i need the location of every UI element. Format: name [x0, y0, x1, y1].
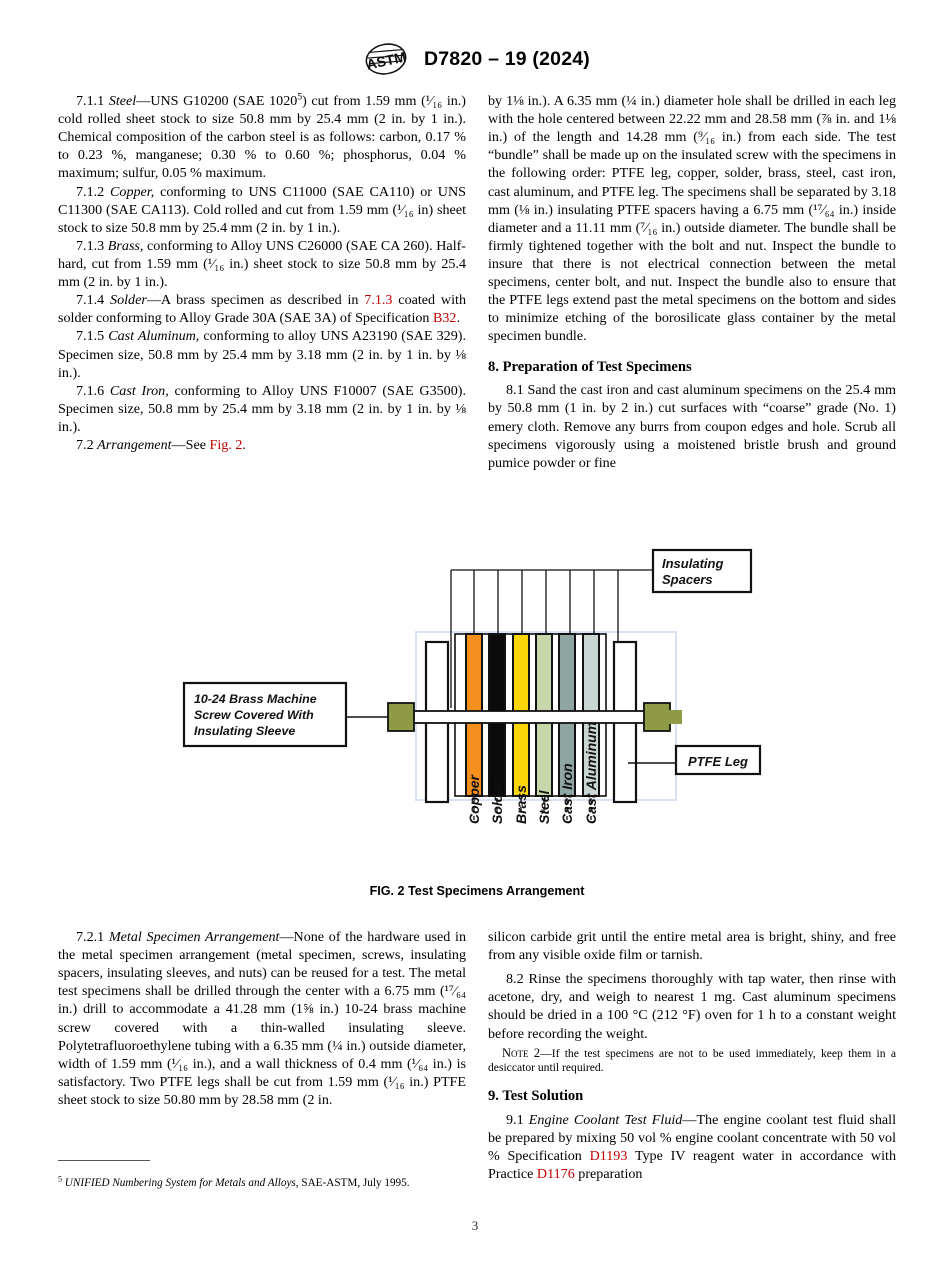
specimen-label-cast-aluminum: Cast Aluminum — [583, 721, 599, 824]
para-number: 7.1.4 — [76, 292, 105, 309]
paragraph-7-1-5 — [58, 327, 466, 381]
callout-label-screw-line2: Screw Covered With — [194, 708, 314, 722]
specimen-label-steel: Steel — [536, 790, 552, 824]
specimen-label-cast-iron: Cast Iron — [559, 763, 575, 824]
para-text-b: coated with solder conforming to Alloy Grade 30A (SAE 3A) of Specification — [58, 292, 466, 327]
para-number: 7.1.1 — [76, 93, 105, 109]
paragraph-9-1 — [488, 1111, 896, 1183]
para-number: 9.1 — [506, 1111, 524, 1128]
figure-2 — [58, 548, 896, 918]
para-term: Metal Specimen Arrangement — [108, 929, 280, 945]
para-term: Solder — [110, 292, 147, 309]
right-column-top — [488, 92, 896, 472]
cross-reference-link-d1193[interactable]: D1193 — [589, 1148, 628, 1165]
para-number: 7.2.1 — [76, 929, 105, 945]
note-2 — [488, 1046, 896, 1076]
paragraph-8-2 — [488, 970, 896, 1042]
section-heading-8: 8. Preparation of Test Specimens — [488, 358, 692, 375]
screw-head-left — [388, 703, 414, 731]
specimen-label-solder: Solder — [489, 780, 505, 824]
para-term: Cast Aluminum, — [108, 328, 200, 345]
para-number: 7.1.6 — [76, 382, 105, 399]
footnote-rest: , SAE-ASTM, July 1995. — [295, 1177, 410, 1189]
paragraph-7-2 — [58, 436, 466, 454]
specimen-label-copper: Copper — [466, 775, 482, 824]
para-text: conforming to Alloy UNS F10007 (SAE G3500). Specimen size, 50.8 mm by 25.4 mm by 3.18 mm (2 in. by 1 in. by ⅛ in.). — [58, 382, 466, 435]
para-text: Rinse the specimens thoroughly with tap water, then rinse with acetone, dry, and weigh to nearest 1 mg. Cast aluminum specimens should be dried in a 100 °C (212 °F) oven for 1 h to a constant weight before recording the weight. — [488, 971, 896, 1042]
para-term: Engine Coolant Test Fluid — [528, 1111, 683, 1128]
para-text: —None of the hardware used in the metal specimen arrangement (metal specimen, screws, insulating spacers, insulating sleeves, and nuts) can be reused for a test. The metal test specimens shall be drilled through the center with a 6.75 mm (¹⁷⁄₆₄ in.) drill to accommodate a 41.28 mm (1⅝ in.) 10-24 brass machine screw covered with a thin-walled insulating sleeve. Polytetrafluoroethylene tubing with a 6.35 mm (¼ in.) outside diameter, width of 1.59 mm (¹⁄₁₆ in.), and a wall thickness of 0.4 mm (¹⁄₆₄ in.) is satisfactory. Two PTFE legs shall be cut from 1.59 mm (¹⁄₁₆ in.) PTFE sheet stock to size 50.80 mm by 28.58 mm (2 in. — [58, 929, 466, 1108]
para-text: conforming to alloy UNS A23190 (SAE 329). Specimen size, 50.8 mm by 25.4 mm by 3.18 mm (2 in. by 1 in. by ⅛ in.). — [58, 328, 466, 381]
para-text-a: —UNS G10200 (SAE 1020 — [136, 93, 298, 109]
footnote-marker: 5 — [58, 1174, 62, 1184]
page-number: 3 — [471, 1218, 479, 1233]
callout-label-insulating-spacers-line2: Spacers — [662, 572, 713, 587]
callout-label-screw-line1: 10-24 Brass Machine — [194, 692, 317, 706]
figure-reference-link[interactable]: Fig. 2 — [209, 437, 243, 454]
para-term: Arrangement — [97, 437, 172, 454]
astm-logo — [360, 42, 412, 76]
para-text-c: preparation — [574, 1166, 643, 1183]
paragraph-7-continued: by 1⅛ in.). A 6.35 mm (¼ in.) diameter hole shall be drilled in each leg with the hole centered between 22.22 mm and 28.58 mm (⅞ in. and 1⅛ in.) of the length and 14.28 mm (⁹⁄₁₆ in.) from each side. The test “bundle” shall be made up on the insulated screw with the specimens in the following order: PTFE leg, copper, solder, brass, steel, cast iron, cast aluminum, and PTFE leg. The specimens shall be separated by 3.18 mm (⅛ in.) insulating PTFE spacers having a 6.75 mm (¹⁷⁄₆₄ in.) inside diameter and a 11.11 mm (⁷⁄₁₆ in.) outside diameter. The bundle shall be firmly tightened together with the bolt and nut. Inspect the bundle to insure that there is not electrical connection between the metal specimens, center bolt, and nut. Inspect the bundle also to ensure that the PTFE legs extend past the metal specimens on the bottom and sides to minimize etching of the borosilicate glass container by the metal specimen bundle. — [488, 93, 896, 345]
paragraph-7-1-1 — [58, 92, 466, 183]
footnote-5 — [58, 1176, 466, 1191]
note-label: Note 2 — [502, 1045, 541, 1060]
para-number: 7.1.5 — [76, 328, 105, 345]
para-number: 7.1.3 — [76, 237, 105, 254]
para-text-b: Type IV reagent water in accordance with Practice — [488, 1148, 896, 1183]
screw-shaft — [406, 711, 650, 723]
paragraph-8-1 — [488, 381, 896, 472]
left-column-bottom — [58, 928, 466, 1109]
para-term: Brass, — [107, 237, 144, 254]
para-text-a: —See — [171, 437, 210, 454]
page-title: D7820 – 19 (2024) — [423, 47, 591, 70]
callout-label-screw-line3: Insulating Sleeve — [194, 724, 296, 738]
paragraph-8-1-continued: silicon carbide grit until the entire metal area is bright, shiny, and free from any visible oxide film or tarnish. — [488, 929, 896, 964]
cross-reference-link-b32[interactable]: B32 — [432, 310, 457, 327]
paragraph-7-1-6 — [58, 382, 466, 436]
para-number: 8.2 — [506, 971, 524, 988]
paragraph-7-2-1 — [58, 928, 466, 1109]
left-column-top — [58, 92, 466, 454]
footnote-ref-5[interactable]: 5 — [297, 92, 303, 103]
svg-text:ASTM: ASTM — [365, 49, 408, 74]
paragraph-7-1-3 — [58, 237, 466, 291]
screw-nut-right — [644, 703, 670, 731]
para-term: Steel — [108, 93, 137, 109]
footnote-separator — [58, 1160, 150, 1161]
note-text: —If the test specimens are not to be used immediately, keep them in a desiccator until required. — [488, 1046, 896, 1075]
para-text: Sand the cast iron and cast aluminum specimens on the 25.4 mm by 50.8 mm (1 in. by 2 in.) cut surfaces with “coarse” grade (No. 1) emery cloth. Remove any burrs from coupon edges and hole. Scrub all specimens vigorously using a moistened bristle brush and ground pumice powder or fine — [488, 382, 896, 471]
test-specimen-arrangement-diagram — [58, 548, 896, 878]
paragraph-7-1-4 — [58, 291, 466, 327]
para-number: 7.1.2 — [76, 183, 105, 200]
cross-reference-link-713[interactable]: 7.1.3 — [364, 292, 393, 309]
specimen-label-brass: Brass — [513, 785, 529, 824]
page-header — [0, 42, 950, 76]
para-text: conforming to UNS C11000 (SAE CA110) or UNS C11300 (SAE CA113). Cold rolled and cut from 1.59 mm (¹⁄₁₆ in) sheet stock to size 50.8 mm by 25.4 mm (2 in. by 1 in.). — [58, 183, 466, 236]
para-term: Cast Iron, — [109, 382, 169, 399]
paragraph-7-1-2 — [58, 183, 466, 237]
para-term: Copper, — [110, 183, 155, 200]
para-text-b: . — [242, 437, 246, 454]
section-heading-9: 9. Test Solution — [488, 1088, 584, 1105]
para-text: conforming to Alloy UNS C26000 (SAE CA 260). Half-hard, cut from 1.59 mm (¹⁄₁₆ in.) sheet stock to size 50.8 mm by 25.4 mm (2 in. by 1 in.). — [58, 237, 466, 291]
right-column-bottom — [488, 928, 896, 1183]
para-text-a: —A brass specimen as described in — [146, 292, 365, 309]
para-text-c: . — [456, 310, 461, 327]
para-text-a: —The engine coolant test fluid shall be prepared by mixing 50 vol % engine coolant concentrate with 50 vol % Specification — [488, 1111, 896, 1165]
figure-caption: FIG. 2 Test Specimens Arrangement — [369, 884, 585, 898]
callout-label-insulating-spacers-line1: Insulating — [662, 556, 724, 571]
para-text-b: ) cut from 1.59 mm (¹⁄₁₆ in.) cold rolled sheet stock to size 50.8 mm by 25.4 mm (2 in. by 1 in.). Chemical composition of the carbon steel is as follows: carbon, 0.17 % to 0.23 %, manganese; 0.30 % to 0.60 %; phosphorus, 0.04 % maximum; sulfur, 0.05 % maximum. — [58, 93, 466, 182]
footnote-title: UNIFIED Numbering System for Metals and Alloys — [64, 1177, 296, 1189]
cross-reference-link-d1176[interactable]: D1176 — [536, 1166, 575, 1183]
callout-label-ptfe-leg: PTFE Leg — [688, 754, 748, 769]
screw-tip — [668, 710, 682, 724]
para-number: 7.2 — [76, 437, 94, 454]
para-number: 8.1 — [506, 382, 524, 399]
